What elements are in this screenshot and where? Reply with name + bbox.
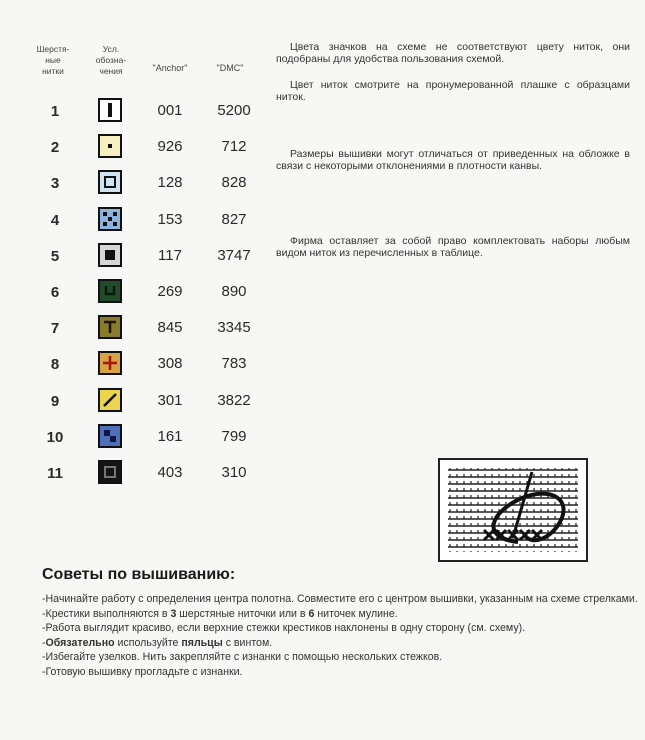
symbol-T-icon (98, 315, 122, 339)
table-row (0, 97, 270, 127)
tip-center: -Начинайте работу с определения центра полотна. Совместите его с центром вышивки, указанным на схеме стрелками. (42, 593, 638, 605)
tip-threads-e: ниточек мулине. (314, 607, 398, 620)
table-row (0, 169, 270, 199)
anchor-code: 308 (157, 355, 183, 373)
tip-hoop-d: пяльцы (181, 636, 223, 649)
symbol-bar-icon (98, 98, 122, 122)
symbol-diag-checker-icon (98, 424, 122, 448)
tip-threads-c: шерстяные ниточки или в (176, 607, 309, 620)
dmc-code: 890 (221, 283, 247, 300)
dmc-code: 5200 (217, 102, 251, 119)
table-row (0, 278, 270, 308)
symbol-square-inner-icon (98, 460, 122, 484)
header-symbol: Усл. обозна- чения (95, 44, 127, 76)
table-row (0, 387, 270, 417)
tips-title: Советы по вышиванию: (42, 566, 236, 583)
row-number: 7 (50, 320, 60, 338)
symbol-slash-icon (98, 388, 122, 412)
anchor-code: 301 (157, 391, 183, 409)
tip-threads (42, 607, 640, 622)
note-thread-colors: Цвет ниток смотрите на пронумерованной плашке с образцами ниток. (276, 79, 630, 103)
anchor-code: 269 (157, 283, 183, 300)
tip-threads-count-wool: 3 (170, 607, 177, 620)
row-number: 6 (50, 284, 60, 301)
header-dmc: "DMC" (216, 63, 244, 73)
tip-hoop-c: используйте (114, 636, 182, 649)
symbol-plus-icon (98, 351, 122, 375)
table-row (0, 133, 270, 163)
tip-threads-count-floss: 6 (308, 607, 315, 620)
tip-knots: -Избегайте узелков. Нить закрепляйте с изнанки с помощью нескольких стежков. (42, 651, 443, 664)
symbol-checker-icon (98, 207, 122, 231)
table-row (0, 206, 270, 236)
table-row (0, 423, 270, 453)
row-number: 1 (50, 103, 60, 120)
symbol-dot-icon (98, 134, 122, 158)
tips-list (42, 592, 640, 680)
symbol-u-icon (98, 279, 122, 303)
row-number: 3 (50, 175, 60, 193)
row-number: 11 (47, 465, 63, 482)
tip-hoop (42, 636, 640, 651)
tip-direction: -Работа выглядит красиво, если верхние стежки крестиков наклонены в одну сторону (см. схему). (42, 622, 526, 635)
dmc-code: 3747 (217, 246, 251, 264)
dmc-code: 310 (221, 464, 247, 481)
row-number: 5 (50, 247, 60, 265)
anchor-code: 153 (157, 210, 183, 228)
anchor-code: 128 (157, 174, 183, 192)
anchor-code: 161 (157, 427, 183, 445)
tip-hoop-a: - (42, 636, 46, 649)
row-number: 8 (50, 356, 60, 374)
note-symbol-colors: Цвета значков на схеме не соответствуют цвету ниток, они подобраны для удобства пользования схемой. (276, 41, 630, 65)
dmc-code: 827 (221, 210, 247, 228)
anchor-code: 117 (158, 246, 182, 264)
dmc-code: 712 (221, 138, 247, 156)
dmc-code: 3345 (217, 319, 251, 337)
anchor-code: 001 (157, 102, 183, 119)
tip-threads-a: -Крестики выполняются в (42, 607, 171, 620)
table-row (0, 350, 270, 380)
header-anchor: "Anchor" (152, 63, 188, 73)
row-number: 9 (50, 392, 60, 410)
canvas-weave-icon (440, 460, 586, 560)
anchor-code: 845 (157, 319, 183, 337)
dmc-code: 828 (221, 174, 247, 192)
symbol-square-filled-icon (98, 243, 122, 267)
tip-hoop-e: с винтом. (222, 636, 273, 649)
dmc-code: 783 (221, 355, 247, 373)
row-number: 10 (46, 428, 64, 446)
table-row (0, 242, 270, 272)
row-number: 2 (50, 139, 60, 157)
tip-ironing: -Готовую вышивку прогладьте с изнанки. (42, 665, 243, 678)
symbol-square-outline-icon (98, 170, 122, 194)
table-row (0, 314, 270, 344)
dmc-code: 799 (221, 427, 247, 445)
header-skein: Шерстя- ные нитки (36, 44, 70, 76)
table-row (0, 459, 270, 489)
anchor-code: 926 (157, 138, 183, 156)
note-company: Фирма оставляет за собой право комплектовать наборы любым видом ниток из перечисленных в таблице. (276, 235, 630, 259)
dmc-code: 3822 (217, 391, 251, 409)
row-number: 4 (50, 211, 60, 229)
note-size: Размеры вышивки могут отличаться от приведенных на обложке в связи с некоторыми отклонениями в плотности канвы. (276, 148, 630, 172)
anchor-code: 403 (157, 464, 183, 481)
tip-hoop-b: Обязательно (45, 636, 115, 649)
embroidery-illustration (438, 458, 588, 562)
